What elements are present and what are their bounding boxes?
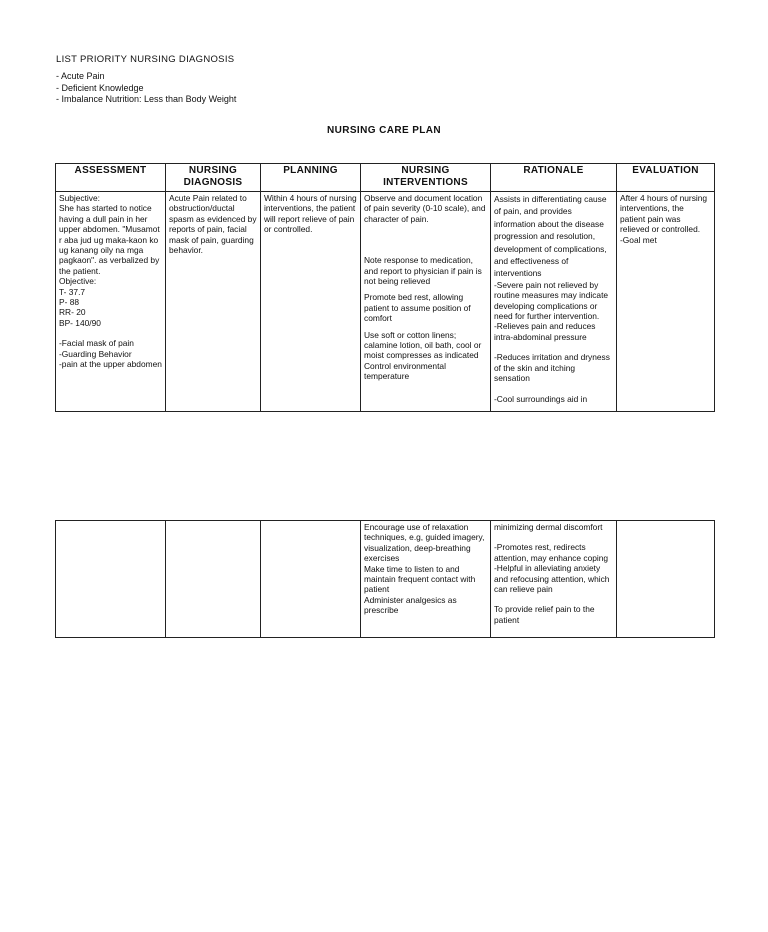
diagnosis-item: - Imbalance Nutrition: Less than Body Weight <box>56 94 237 105</box>
intervention-item: Control environmental temperature <box>364 360 449 382</box>
diagnosis-list <box>56 71 236 106</box>
finding: -Guarding Behavior <box>59 348 132 359</box>
subjective-text: She has started to notice having a dull pain in her upper abdomen. "Musamot r aba jud ug maka-kaon ko ug kanang oily na mga pagkaon". as verbalized by the patient. <box>59 203 163 276</box>
rationale-item: -Helpful in alleviating anxiety and refocusing attention, which can relieve pain <box>494 563 612 595</box>
table-row <box>56 192 715 412</box>
header-assessment: ASSESSMENT <box>56 164 166 192</box>
rationale-cell <box>491 192 617 412</box>
intervention-item: Use soft or cotton linens; calamine lotion, oil bath, cool or moist compresses as indicated <box>364 329 484 361</box>
assessment-cell <box>56 192 166 412</box>
vital-sign: P- 88 <box>59 297 80 308</box>
table-header-row <box>56 164 715 192</box>
care-plan-title: NURSING CARE PLAN <box>326 125 442 136</box>
diagnosis-cell <box>166 521 261 638</box>
intervention-item: Encourage use of relaxation techniques, e.g, guided imagery, visualization, deep-breathing exercises <box>364 522 487 564</box>
header-evaluation: EVALUATION <box>617 164 715 192</box>
rationale-item: To provide relief pain to the patient <box>494 604 597 625</box>
finding: -pain at the upper abdomen <box>59 359 162 370</box>
intervention-item: Promote bed rest, allowing patient to assume position of comfort <box>364 292 473 324</box>
rationale-item: -Promotes rest, redirects attention, may enhance coping <box>494 542 609 563</box>
rationale-item: -Relieves pain and reduces intra-abdominal pressure <box>494 321 598 342</box>
diagnosis-text: Acute Pain related to obstruction/ductal spasm as evidenced by reports of pain, facial mask of pain, guarding behavior. <box>169 193 259 256</box>
table-row <box>56 521 715 638</box>
care-plan-table <box>55 163 715 412</box>
rationale-item: -Cool surroundings aid in <box>494 393 588 404</box>
planning-cell <box>261 521 361 638</box>
objective-label: Objective: <box>59 276 97 287</box>
evaluation-text: After 4 hours of nursing interventions, the patient pain was relieved or controlled. <box>620 193 710 235</box>
diagnosis-cell <box>166 192 261 412</box>
evaluation-cell <box>617 192 715 412</box>
header-rationale: RATIONALE <box>491 164 617 192</box>
rationale-item: Assists in differentiating cause of pain, and provides information about the disease progression and resolution, development of complications, and effectiveness of interventions <box>494 194 609 279</box>
header-nursing-diagnosis: NURSING DIAGNOSIS <box>166 164 261 192</box>
planning-cell <box>261 192 361 412</box>
header-nursing-interventions: NURSING INTERVENTIONS <box>361 164 491 192</box>
diagnosis-item: - Acute Pain <box>56 71 105 81</box>
finding: -Facial mask of pain <box>59 338 134 349</box>
intervention-item: Observe and document location of pain severity (0-10 scale), and character of pain. <box>364 193 488 224</box>
evaluation-cell <box>617 521 715 638</box>
evaluation-status: -Goal met <box>620 234 657 245</box>
vital-sign: RR- 20 <box>59 307 86 318</box>
list-heading: LIST PRIORITY NURSING DIAGNOSIS <box>56 54 235 65</box>
interventions-cell <box>361 521 491 638</box>
intervention-item: Note response to medication, and report to physician if pain is not being relieved <box>364 255 485 287</box>
vital-sign: BP- 140/90 <box>59 317 101 328</box>
intervention-item: Make time to listen to and maintain frequent contact with patient <box>364 563 478 595</box>
rationale-item: -Severe pain not relieved by routine measures may indicate developing complications or need for further intervention. <box>494 279 611 322</box>
assessment-cell <box>56 521 166 638</box>
interventions-cell <box>361 192 491 412</box>
rationale-item: minimizing dermal discomfort <box>494 522 603 532</box>
header-planning: PLANNING <box>261 164 361 192</box>
vital-sign: T- 37.7 <box>59 286 86 297</box>
intervention-item: Administer analgesics as prescribe <box>364 594 459 616</box>
planning-text: Within 4 hours of nursing interventions, the patient will report relieve of pain or controlled. <box>264 193 359 235</box>
rationale-cell <box>491 521 617 638</box>
subjective-label: Subjective: <box>59 193 100 203</box>
rationale-item: -Reduces irritation and dryness of the skin and itching sensation <box>494 352 613 384</box>
care-plan-table-continued <box>55 520 715 638</box>
diagnosis-item: - Deficient Knowledge <box>56 82 144 93</box>
